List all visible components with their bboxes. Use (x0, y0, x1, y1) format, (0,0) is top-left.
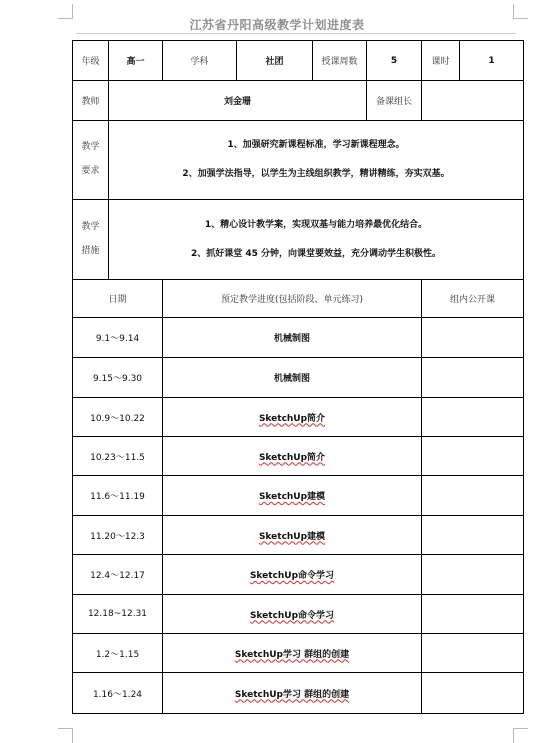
schedule-date[interactable]: 11.20～12.3 (73, 516, 163, 555)
measures-row (73, 200, 524, 280)
measures-line-2: 2、抓好课堂 45 分钟，向课堂要效益，充分调动学生积极性。 (190, 248, 442, 259)
schedule-date[interactable]: 12.4～12.17 (73, 555, 163, 595)
requirements-content[interactable] (109, 121, 524, 200)
schedule-content[interactable]: SketchUp学习 群组的创建 (163, 634, 422, 673)
schedule-row (73, 398, 524, 437)
schedule-public[interactable] (422, 595, 524, 634)
requirements-label-bottom: 要求 (81, 166, 100, 176)
info-row-grade (73, 41, 524, 81)
schedule-content[interactable]: SketchUp建模 (163, 476, 422, 516)
schedule-row (73, 634, 524, 673)
schedule-public[interactable] (422, 673, 524, 714)
schedule-content[interactable]: SketchUp简介 (163, 398, 422, 437)
schedule-date[interactable]: 11.6～11.19 (73, 476, 163, 516)
periods-value[interactable]: 1 (460, 41, 524, 81)
schedule-content[interactable]: SketchUp建模 (163, 516, 422, 555)
requirements-row (73, 121, 524, 200)
schedule-date[interactable]: 1.16～1.24 (73, 673, 163, 714)
schedule-date[interactable]: 10.23～11.5 (73, 437, 163, 476)
page-corner-mark (58, 728, 73, 743)
teacher-value[interactable]: 刘金珊 (109, 81, 367, 121)
schedule-public[interactable] (422, 318, 524, 358)
page-corner-mark (513, 728, 528, 743)
schedule-row (73, 318, 524, 358)
schedule-header-row (73, 280, 524, 318)
grade-value[interactable]: 高一 (109, 41, 163, 81)
schedule-table (72, 40, 524, 714)
schedule-row (73, 595, 524, 634)
header-date: 日期 (73, 280, 163, 318)
schedule-public[interactable] (422, 516, 524, 555)
header-progress: 预定教学进度(包括阶段、单元练习) (163, 280, 422, 318)
schedule-content[interactable]: SketchUp命令学习 (163, 595, 422, 634)
schedule-content[interactable]: SketchUp命令学习 (163, 555, 422, 595)
schedule-public[interactable] (422, 634, 524, 673)
info-row-teacher (73, 81, 524, 121)
periods-label: 课时 (422, 41, 460, 81)
schedule-date[interactable]: 12.18~12.31 (73, 595, 163, 634)
subject-label: 学科 (163, 41, 237, 81)
schedule-row (73, 673, 524, 714)
subject-value[interactable]: 社团 (237, 41, 313, 81)
requirements-line-2: 2、加强学法指导，以学生为主线组织教学，精讲精练，夯实双基。 (182, 169, 450, 179)
measures-label-bottom: 措施 (81, 245, 100, 256)
schedule-public[interactable] (422, 437, 524, 476)
requirements-label (73, 121, 109, 200)
schedule-content[interactable]: 机械制图 (163, 358, 422, 398)
schedule-row (73, 516, 524, 555)
header-public-lesson: 组内公开课 (422, 280, 524, 318)
schedule-row (73, 555, 524, 595)
measures-label-top: 教学 (81, 221, 100, 232)
schedule-date[interactable]: 10.9～10.22 (73, 398, 163, 437)
schedule-content[interactable]: 机械制图 (163, 318, 422, 358)
schedule-content[interactable]: SketchUp学习 群组的创建 (163, 673, 422, 714)
schedule-row (73, 358, 524, 398)
schedule-date[interactable]: 9.1～9.14 (73, 318, 163, 358)
group-leader-label: 备课组长 (367, 81, 422, 121)
weekly-hours-value[interactable]: 5 (367, 41, 422, 81)
schedule-row (73, 476, 524, 516)
schedule-public[interactable] (422, 398, 524, 437)
group-leader-value[interactable] (422, 81, 524, 121)
weekly-hours-label: 授课周数 (313, 41, 367, 81)
schedule-public[interactable] (422, 476, 524, 516)
teacher-label: 教师 (73, 81, 109, 121)
schedule-content[interactable]: SketchUp简介 (163, 437, 422, 476)
schedule-date[interactable]: 9.15～9.30 (73, 358, 163, 398)
measures-line-1: 1、精心设计教学案，实现双基与能力培养最优化结合。 (204, 219, 428, 230)
requirements-label-top: 教学 (81, 142, 100, 153)
schedule-row (73, 437, 524, 476)
measures-content[interactable] (109, 200, 524, 280)
schedule-date[interactable]: 1.2～1.15 (73, 634, 163, 673)
schedule-public[interactable] (422, 358, 524, 398)
document-title: 江苏省丹阳高级教学计划进度表 (189, 18, 365, 32)
grade-label: 年级 (73, 41, 109, 81)
title-rule (76, 33, 516, 34)
schedule-public[interactable] (422, 555, 524, 595)
requirements-line-1: 1、加强研究新课程标准，学习新课程理念。 (227, 140, 405, 151)
measures-label (73, 200, 109, 280)
